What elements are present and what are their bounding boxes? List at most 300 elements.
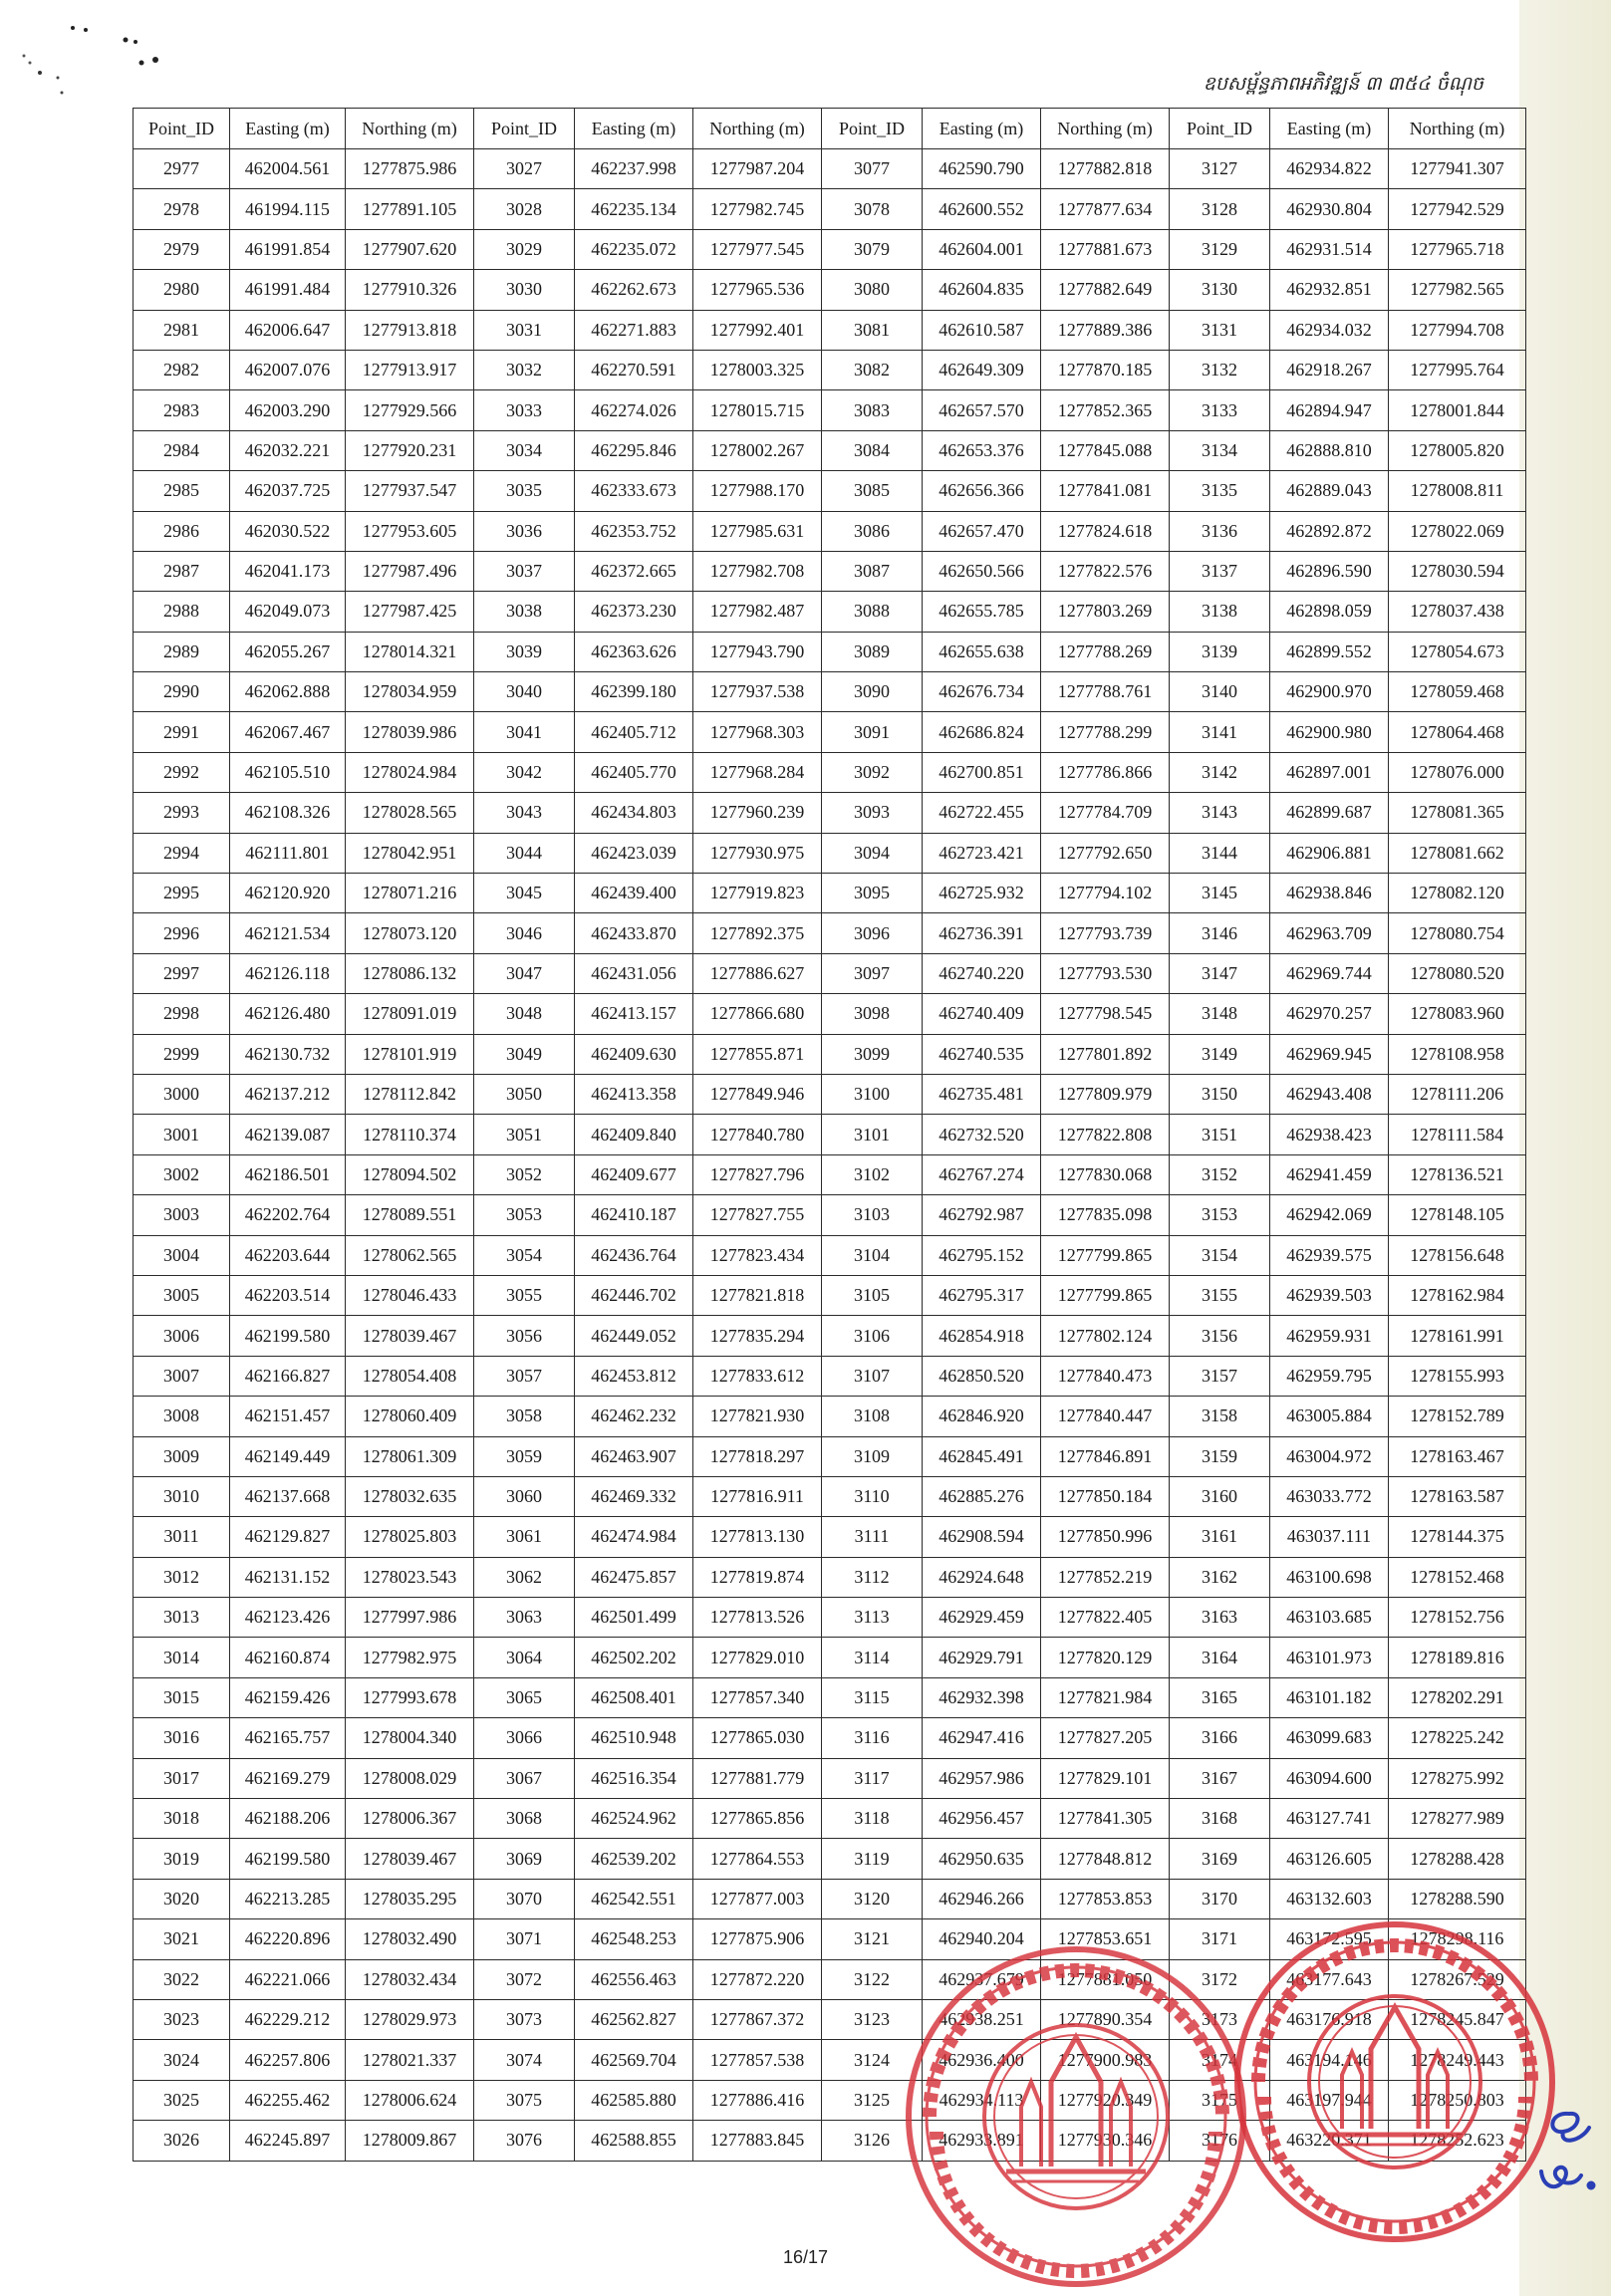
table-cell: 3135 [1170,471,1270,511]
table-cell: 2994 [134,833,230,873]
table-cell: 1278023.543 [346,1557,474,1597]
table-cell: 462795.152 [923,1235,1041,1275]
table-cell: 463176.918 [1270,1999,1389,2039]
table-cell: 1277919.823 [693,874,822,913]
table-cell: 1278089.551 [346,1195,474,1235]
table-cell: 3009 [134,1436,230,1476]
table-cell: 462735.481 [923,1074,1041,1114]
table-cell: 462604.835 [923,270,1041,310]
table-row [134,350,1526,389]
table-cell: 3103 [822,1195,923,1235]
table-cell: 462188.206 [230,1799,346,1839]
table-cell: 1278006.624 [346,2080,474,2120]
table-cell: 2979 [134,229,230,269]
table-cell: 462767.274 [923,1154,1041,1194]
table-cell: 2998 [134,994,230,1034]
table-cell: 1277942.529 [1389,189,1526,229]
table-cell: 462938.251 [923,1999,1041,2039]
table-cell: 462462.232 [575,1397,693,1436]
table-cell: 462413.358 [575,1074,693,1114]
table-cell: 462898.059 [1270,592,1389,632]
table-cell: 1277997.986 [346,1598,474,1638]
table-cell: 1278061.309 [346,1436,474,1476]
table-cell: 1277829.101 [1041,1758,1170,1798]
table-cell: 1278161.991 [1389,1316,1526,1356]
table-cell: 1277965.536 [693,270,822,310]
table-cell: 2982 [134,350,230,389]
table-row [134,1436,1526,1476]
table-cell: 462792.987 [923,1195,1041,1235]
table-cell: 2991 [134,712,230,752]
table-cell: 3099 [822,1034,923,1074]
table-cell: 462030.522 [230,511,346,551]
table-cell: 1278101.919 [346,1034,474,1074]
table-cell: 462897.001 [1270,752,1389,792]
table-cell: 3141 [1170,712,1270,752]
table-cell: 1278225.242 [1389,1718,1526,1758]
table-cell: 462657.570 [923,390,1041,430]
page-number: 16/17 [782,2247,829,2267]
table-cell: 3023 [134,1999,230,2039]
table-cell: 3060 [474,1476,575,1516]
table-cell: 3156 [1170,1316,1270,1356]
table-cell: 1278144.375 [1389,1517,1526,1557]
table-row [134,1316,1526,1356]
table-cell: 3079 [822,229,923,269]
table-cell: 1278062.565 [346,1235,474,1275]
table-cell: 3176 [1170,2121,1270,2161]
table-cell: 1278039.467 [346,1316,474,1356]
table-cell: 3083 [822,390,923,430]
table-cell: 2985 [134,471,230,511]
table-cell: 3021 [134,1919,230,1959]
table-cell: 3037 [474,551,575,591]
table-cell: 1278037.438 [1389,592,1526,632]
table-cell: 3124 [822,2040,923,2080]
table-cell: 1278152.789 [1389,1397,1526,1436]
table-cell: 3096 [822,913,923,953]
table-row [134,511,1526,551]
table-cell: 3031 [474,310,575,350]
table-cell: 1278071.216 [346,874,474,913]
table-cell: 3005 [134,1275,230,1315]
table-cell: 462203.644 [230,1235,346,1275]
table-cell: 1278014.321 [346,632,474,671]
table-cell: 3018 [134,1799,230,1839]
table-cell: 3085 [822,471,923,511]
column-header: Northing (m) [693,109,822,149]
table-cell: 463004.972 [1270,1436,1389,1476]
table-cell: 1278156.648 [1389,1235,1526,1275]
table-cell: 1278004.340 [346,1718,474,1758]
table-cell: 1277977.545 [693,229,822,269]
table-cell: 3090 [822,672,923,712]
table-cell: 462221.066 [230,1959,346,1999]
table-cell: 463172.595 [1270,1919,1389,1959]
table-cell: 1277850.996 [1041,1517,1170,1557]
table-row [134,1598,1526,1638]
table-cell: 462946.266 [923,1879,1041,1918]
table-cell: 3052 [474,1154,575,1194]
table-cell: 1278112.842 [346,1074,474,1114]
table-cell: 462940.204 [923,1919,1041,1959]
table-cell: 3016 [134,1718,230,1758]
table-cell: 1278022.069 [1389,511,1526,551]
table-cell: 3006 [134,1316,230,1356]
table-row [134,1677,1526,1717]
table-cell: 3070 [474,1879,575,1918]
table-cell: 3172 [1170,1959,1270,1999]
table-cell: 462888.810 [1270,430,1389,470]
table-cell: 1277830.068 [1041,1154,1170,1194]
table-cell: 462653.376 [923,430,1041,470]
table-cell: 462166.827 [230,1356,346,1396]
table-cell: 462725.932 [923,874,1041,913]
table-row [134,430,1526,470]
table-cell: 3157 [1170,1356,1270,1396]
table-cell: 463094.600 [1270,1758,1389,1798]
table-cell: 463033.772 [1270,1476,1389,1516]
table-row [134,1034,1526,1074]
table-row [134,1718,1526,1758]
table-cell: 3154 [1170,1235,1270,1275]
table-cell: 3033 [474,390,575,430]
table-cell: 1278111.584 [1389,1115,1526,1154]
table-cell: 3036 [474,511,575,551]
table-cell: 3056 [474,1316,575,1356]
table-cell: 1277982.565 [1389,270,1526,310]
table-cell: 462908.594 [923,1517,1041,1557]
table-cell: 462475.857 [575,1557,693,1597]
table-cell: 3105 [822,1275,923,1315]
table-cell: 1277799.865 [1041,1235,1170,1275]
table-cell: 1277857.538 [693,2040,822,2080]
table-row [134,551,1526,591]
table-cell: 1277920.349 [1041,2080,1170,2120]
table-cell: 3068 [474,1799,575,1839]
table-cell: 3118 [822,1799,923,1839]
table-cell: 1277857.340 [693,1677,822,1717]
table-row [134,1879,1526,1918]
table-cell: 1278288.428 [1389,1839,1526,1879]
table-cell: 462295.846 [575,430,693,470]
table-cell: 1277829.010 [693,1638,822,1677]
table-cell: 1277827.796 [693,1154,822,1194]
table-cell: 462604.001 [923,229,1041,269]
table-cell: 1277866.680 [693,994,822,1034]
table-cell: 462969.744 [1270,953,1389,993]
table-cell: 3066 [474,1718,575,1758]
table-cell: 462449.052 [575,1316,693,1356]
table-cell: 1278034.959 [346,672,474,712]
table-cell: 462947.416 [923,1718,1041,1758]
table-cell: 462126.118 [230,953,346,993]
table-cell: 1278275.992 [1389,1758,1526,1798]
table-cell: 1278064.468 [1389,712,1526,752]
table-cell: 3148 [1170,994,1270,1034]
table-cell: 462924.648 [923,1557,1041,1597]
table-cell: 462845.491 [923,1436,1041,1476]
table-body [134,149,1526,2162]
coordinates-table [133,108,1526,2162]
table-cell: 1277824.618 [1041,511,1170,551]
table-cell: 462120.920 [230,874,346,913]
table-cell: 2993 [134,793,230,833]
table-cell: 462885.276 [923,1476,1041,1516]
table-cell: 463220.371 [1270,2121,1389,2161]
table-cell: 462474.984 [575,1517,693,1557]
table-row [134,1517,1526,1557]
table-cell: 462934.032 [1270,310,1389,350]
table-cell: 1277813.130 [693,1517,822,1557]
table-cell: 462131.152 [230,1557,346,1597]
table-cell: 1277822.405 [1041,1598,1170,1638]
table-cell: 1277882.649 [1041,270,1170,310]
table-cell: 1277877.003 [693,1879,822,1918]
table-cell: 3047 [474,953,575,993]
table-cell: 462906.881 [1270,833,1389,873]
table-cell: 462202.764 [230,1195,346,1235]
table-cell: 2996 [134,913,230,953]
table-cell: 462950.635 [923,1839,1041,1879]
table-cell: 462006.647 [230,310,346,350]
table-cell: 462199.580 [230,1316,346,1356]
table-row [134,994,1526,1034]
table-row [134,229,1526,269]
table-cell: 3074 [474,2040,575,2080]
table-cell: 1278083.960 [1389,994,1526,1034]
table-row [134,1235,1526,1275]
table-cell: 3119 [822,1839,923,1879]
table-cell: 3159 [1170,1436,1270,1476]
table-cell: 3064 [474,1638,575,1677]
table-cell: 1277821.818 [693,1275,822,1315]
table-cell: 463101.182 [1270,1677,1389,1717]
table-cell: 462274.026 [575,390,693,430]
table-cell: 3164 [1170,1638,1270,1677]
table-cell: 3055 [474,1275,575,1315]
table-cell: 462562.827 [575,1999,693,2039]
table-cell: 1277809.979 [1041,1074,1170,1114]
table-cell: 1277786.866 [1041,752,1170,792]
table-cell: 462892.872 [1270,511,1389,551]
table-cell: 462896.590 [1270,551,1389,591]
table-cell: 462257.806 [230,2040,346,2080]
table-cell: 462159.426 [230,1677,346,1717]
table-cell: 3153 [1170,1195,1270,1235]
table-cell: 462436.764 [575,1235,693,1275]
table-cell: 3042 [474,752,575,792]
table-cell: 1277840.780 [693,1115,822,1154]
table-cell: 462963.709 [1270,913,1389,953]
table-cell: 463100.698 [1270,1557,1389,1597]
table-cell: 3151 [1170,1115,1270,1154]
table-cell: 462795.317 [923,1275,1041,1315]
table-cell: 1277803.269 [1041,592,1170,632]
table-cell: 1277875.986 [346,149,474,189]
table-cell: 462410.187 [575,1195,693,1235]
table-cell: 3089 [822,632,923,671]
table-cell: 462409.630 [575,1034,693,1074]
table-cell: 1277881.779 [693,1758,822,1798]
table-cell: 462649.309 [923,350,1041,389]
table-cell: 3111 [822,1517,923,1557]
table-cell: 462655.785 [923,592,1041,632]
table-cell: 462409.840 [575,1115,693,1154]
table-cell: 3102 [822,1154,923,1194]
table-cell: 1278059.468 [1389,672,1526,712]
table-cell: 1278035.295 [346,1879,474,1918]
table-cell: 462600.552 [923,189,1041,229]
table-cell: 462032.221 [230,430,346,470]
table-cell: 3065 [474,1677,575,1717]
table-cell: 462108.326 [230,793,346,833]
column-header: Northing (m) [1389,109,1526,149]
table-cell: 3101 [822,1115,923,1154]
table-cell: 3134 [1170,430,1270,470]
table-cell: 3098 [822,994,923,1034]
table-cell: 3032 [474,350,575,389]
signature [1529,2102,1599,2201]
table-cell: 462585.880 [575,2080,693,2120]
table-cell: 3170 [1170,1879,1270,1918]
table-cell: 462151.457 [230,1397,346,1436]
table-cell: 462137.668 [230,1476,346,1516]
table-cell: 462333.673 [575,471,693,511]
table-cell: 462062.888 [230,672,346,712]
table-cell: 462199.580 [230,1839,346,1879]
table-cell: 462918.267 [1270,350,1389,389]
table-cell: 1277988.170 [693,471,822,511]
table-cell: 462932.398 [923,1677,1041,1717]
table-cell: 3078 [822,189,923,229]
table-cell: 1278028.565 [346,793,474,833]
table-cell: 3015 [134,1677,230,1717]
table-cell: 462423.039 [575,833,693,873]
table-cell: 462899.687 [1270,793,1389,833]
table-cell: 462937.679 [923,1959,1041,1999]
table-cell: 1278136.521 [1389,1154,1526,1194]
table-cell: 3104 [822,1235,923,1275]
table-row [134,1195,1526,1235]
table-cell: 462524.962 [575,1799,693,1839]
table-cell: 3163 [1170,1598,1270,1638]
table-cell: 3160 [1170,1476,1270,1516]
table-cell: 1278249.443 [1389,2040,1526,2080]
table-cell: 1277937.538 [693,672,822,712]
table-cell: 1277784.709 [1041,793,1170,833]
table-cell: 462938.846 [1270,874,1389,913]
column-header: Easting (m) [923,109,1041,149]
table-row [134,632,1526,671]
table-row [134,310,1526,350]
table-cell: 462676.734 [923,672,1041,712]
column-header: Northing (m) [346,109,474,149]
table-cell: 462111.801 [230,833,346,873]
table-cell: 1277823.434 [693,1235,822,1275]
table-header-row [134,109,1526,149]
table-cell: 1277968.303 [693,712,822,752]
table-cell: 1278163.587 [1389,1476,1526,1516]
table-cell: 462007.076 [230,350,346,389]
table-cell: 1277841.305 [1041,1799,1170,1839]
table-cell: 3113 [822,1598,923,1638]
table-cell: 2995 [134,874,230,913]
table-row [134,1356,1526,1396]
table-cell: 3034 [474,430,575,470]
table-cell: 3043 [474,793,575,833]
table-cell: 1278162.984 [1389,1275,1526,1315]
table-cell: 3028 [474,189,575,229]
table-cell: 462740.409 [923,994,1041,1034]
table-cell: 461994.115 [230,189,346,229]
table-cell: 1277877.634 [1041,189,1170,229]
table-cell: 462854.918 [923,1316,1041,1356]
table-cell: 462686.824 [923,712,1041,752]
table-cell: 3094 [822,833,923,873]
table-cell: 3029 [474,229,575,269]
table-row [134,1839,1526,1879]
column-header: Point_ID [822,109,923,149]
table-cell: 1277913.818 [346,310,474,350]
table-cell: 1277853.853 [1041,1879,1170,1918]
table-cell: 462930.804 [1270,189,1389,229]
table-cell: 3130 [1170,270,1270,310]
table-cell: 1277849.946 [693,1074,822,1114]
table-cell: 2981 [134,310,230,350]
table-cell: 462942.069 [1270,1195,1389,1235]
table-row [134,1115,1526,1154]
table-cell: 1278152.468 [1389,1557,1526,1597]
table-cell: 462186.501 [230,1154,346,1194]
table-cell: 2989 [134,632,230,671]
table-cell: 1277846.891 [1041,1436,1170,1476]
table-cell: 462405.770 [575,752,693,792]
table-cell: 462229.212 [230,1999,346,2039]
table-cell: 462431.056 [575,953,693,993]
table-cell: 3058 [474,1397,575,1436]
table-cell: 2992 [134,752,230,792]
table-cell: 1278025.803 [346,1517,474,1557]
table-row [134,1154,1526,1194]
table-cell: 3080 [822,270,923,310]
table-cell: 1277793.530 [1041,953,1170,993]
table-cell: 462130.732 [230,1034,346,1074]
table-cell: 462409.677 [575,1154,693,1194]
table-cell: 3022 [134,1959,230,1999]
table-cell: 1277891.105 [346,189,474,229]
table-cell: 462245.897 [230,2121,346,2161]
table-cell: 1278039.467 [346,1839,474,1879]
table-cell: 462067.467 [230,712,346,752]
table-cell: 3121 [822,1919,923,1959]
table-cell: 461991.484 [230,270,346,310]
table-cell: 1277937.547 [346,471,474,511]
table-cell: 2983 [134,390,230,430]
table-cell: 462941.459 [1270,1154,1389,1194]
table-cell: 3048 [474,994,575,1034]
table-cell: 1278042.951 [346,833,474,873]
table-cell: 1277801.892 [1041,1034,1170,1074]
table-row [134,149,1526,189]
table-cell: 3112 [822,1557,923,1597]
table-cell: 462929.459 [923,1598,1041,1638]
table-cell: 3063 [474,1598,575,1638]
table-cell: 1277995.764 [1389,350,1526,389]
table-cell: 3126 [822,2121,923,2161]
table-cell: 3044 [474,833,575,873]
table-cell: 462139.087 [230,1115,346,1154]
